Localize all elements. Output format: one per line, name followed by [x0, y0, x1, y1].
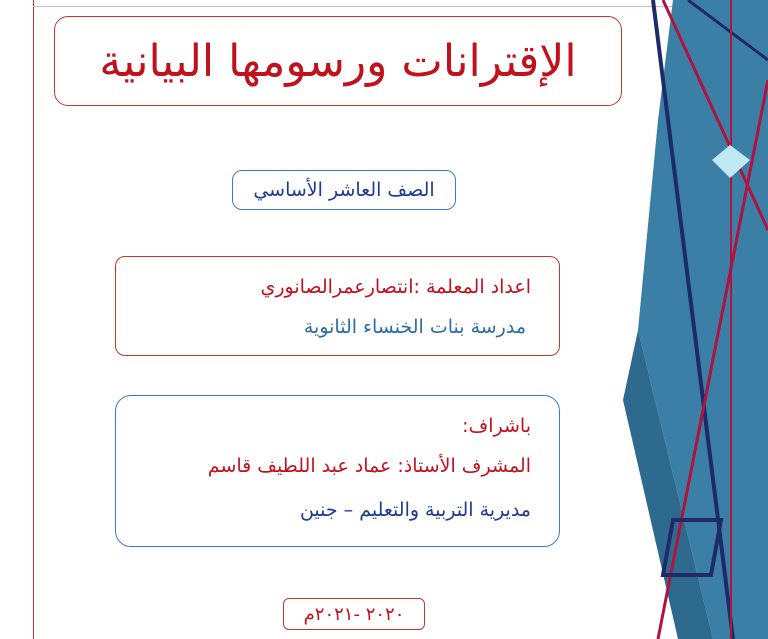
grade-label	[232, 170, 456, 210]
year-text: ٢٠٢٠ -٢٠٢١م	[303, 603, 405, 625]
teacher-line: اعداد المعلمة :انتصارعمرالصانوري	[260, 276, 531, 298]
year-label	[283, 598, 425, 630]
page-title-text: الإقترانات ورسومها البيانية	[99, 35, 577, 87]
school-line: مدرسة بنات الخنساء الثانوية	[303, 316, 526, 338]
supervision-label: باشراف:	[462, 415, 531, 437]
supervisor-name: المشرف الأستاذ: عماد عبد اللطيف قاسم	[207, 455, 531, 477]
supervision-box	[115, 395, 560, 547]
decorative-shapes	[618, 0, 768, 639]
teacher-info-box	[115, 256, 560, 356]
directorate-name: مديرية التربية والتعليم – جنين	[299, 499, 531, 521]
grade-text: الصف العاشر الأساسي	[253, 179, 435, 201]
page-border-left	[33, 0, 34, 639]
page-title	[54, 16, 622, 106]
